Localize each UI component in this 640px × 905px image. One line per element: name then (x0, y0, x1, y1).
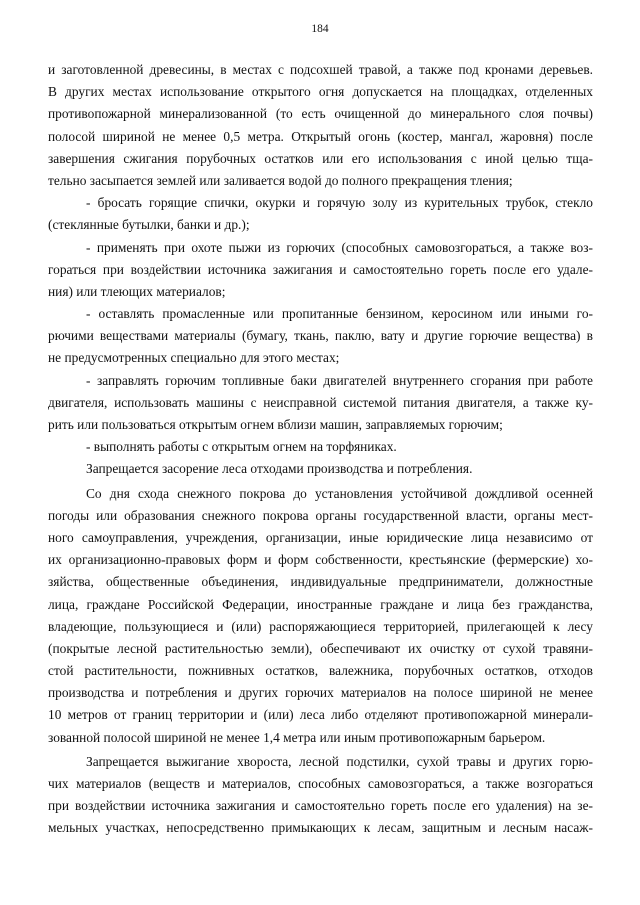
text-line: лица, граждане Российской Федерации, иностранные граждане и лица без гражданства, (48, 596, 593, 612)
text-line: 10 метров от границ территории и (или) леса либо отделяют противопожарной минерали- (48, 707, 593, 723)
text-line: погоды или образования снежного покрова органы государственной власти, органы мест- (48, 507, 593, 523)
text-line: ния) или тлеющих материалов; (48, 283, 226, 299)
text-line: - заправлять горючим топливные баки двигателей внутреннего сгорания при работе (86, 372, 593, 388)
page-number: 184 (311, 23, 329, 35)
text-line: В других местах использование открытого огня допускается на площадках, отделенных (48, 84, 593, 100)
text-line: зованной полосой шириной не менее 1,4 метра или иным противопожарным барьером. (48, 729, 546, 745)
text-line: рючими веществами материалы (бумагу, ткань, паклю, вату и другие горючие вещества) в (48, 328, 593, 344)
text-line: - оставлять промасленные или пропитанные бензином, керосином или иными го- (86, 306, 593, 322)
text-line: двигателя, использовать машины с неисправной системой питания двигателя, а также ку- (48, 394, 593, 410)
text-line: владеющие, пользующиеся и (или) распоряжающиеся территорией, прилегающей к лесу (48, 618, 593, 634)
text-line: их организационно-правовых форм и форм собственности, крестьянские (фермерские) хо- (48, 552, 593, 568)
document-body (48, 59, 593, 840)
text-line: и заготовленной древесины, в местах с подсохшей травой, а также под кронами деревьев. (48, 62, 593, 77)
text-line: ного самоуправления, учреждения, организации, иные юридические лица независимо от (48, 529, 593, 545)
text-line: производства и потребления и других горючих материалов на полосе шириной не менее (48, 685, 593, 701)
text-line: чих материалов (веществ и материалов, способных самовозгораться, а также возгораться (48, 776, 593, 791)
text-line: полосой шириной не менее 0,5 метра. Открытый огонь (костер, мангал, жаровня) после (48, 128, 593, 144)
text-line: - выполнять работы с открытым огнем на торфяниках. (86, 439, 397, 455)
text-line: (покрытые лесной растительностью земли), обеспечивают их очистку от сухой травяни- (48, 640, 593, 656)
text-line: мельных участках, непосредственно примыкающих к лесам, защитным и лесным насаж- (48, 820, 593, 836)
text-line: не предусмотренных специально для этого местах; (48, 350, 340, 366)
text-line: Запрещается засорение леса отходами производства и потребления. (86, 461, 473, 477)
text-line: рить или пользоваться открытым огнем вблизи машин, заправляемых горючим; (48, 417, 503, 432)
text-line: - бросать горящие спички, окурки и горячую золу из курительных трубок, стекло (86, 195, 593, 211)
text-line: гораться при воздействии источника зажигания и самостоятельно гореть после его удале- (48, 261, 593, 277)
text-line: - применять при охоте пыжи из горючих (способных самовозгораться, а также воз- (86, 239, 593, 255)
text-line: противопожарной минерализованной (то есть очищенной до минерального слоя почвы) (48, 106, 593, 122)
text-line: тельно засыпается землей или заливается водой до полного прекращения тления; (48, 172, 513, 188)
text-line: при воздействии источника зажигания и самостоятельно гореть после его удаления) на зе- (48, 798, 593, 814)
text-line: Запрещается выжигание хворостa, лесной подстилки, сухой травы и других горю- (86, 753, 593, 769)
text-line: зяйства, общественные объединения, индивидуальные предприниматели, должностные (48, 574, 593, 590)
text-line: завершения сжигания порубочных остатков или его использования с иной целью тща- (48, 150, 593, 166)
text-line: Со дня схода снежного покрова до установления устойчивой дождливой осенней (86, 485, 593, 501)
text-line: стой растительности, пожнивных остатков, валежника, порубочных остатков, отходов (48, 663, 593, 679)
text-line: (стеклянные бутылки, банки и др.); (48, 217, 250, 233)
